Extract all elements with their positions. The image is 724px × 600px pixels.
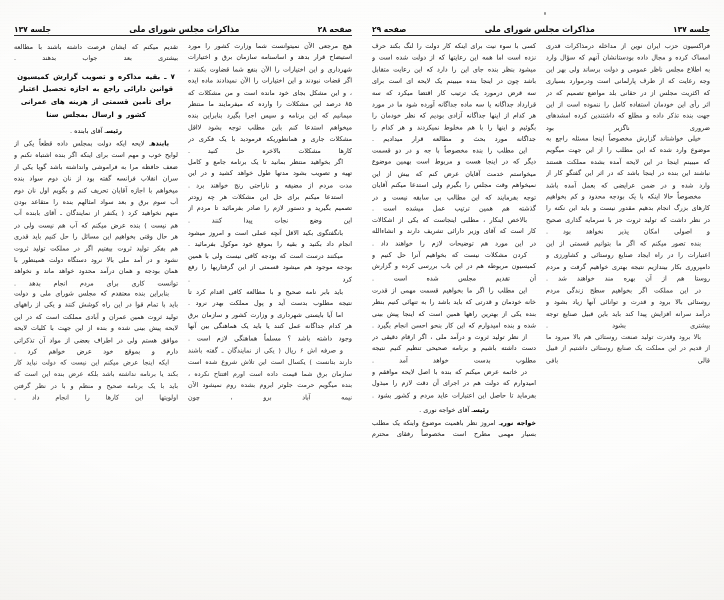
paragraph: بالا برود وقدرت تولید صنعت روستائی هم بالا میرود ما از قدیم در این مملکت یک صنایع روستائی داشتیم از قبیل قالی بافی <box>546 332 710 365</box>
session-number-left: جلسه ۱۳۷ <box>673 24 710 35</box>
column-right-outer <box>14 42 178 582</box>
paragraph: بانگفتگوی بکید الاقل آنچه عملی است و امروز میشود انجام داد بکنید و بقیه را بموقع خود موکول بفرمائید . <box>188 228 352 249</box>
paragraph: مخصوصاً حالا اینکه با یک بودجه محدود و کم بخواهیم کارهای بزرگ انجام بدهیم مقدور نیست و باید این نکته را در نظر داشت که تولید ثروت جز با سرمایه گذاری صحیح و اصولی امکان پذیر نخواهد بود . <box>546 192 710 236</box>
paragraph: در خاتمه عرض میکنم که بنده با اصل لایحه موافقم و امیدوارم که دولت هم در اجرای آن دقت لازم را مبذول بفرماید تا حاصل این اعتبارات عاید مردم و کشور بشود . <box>372 368 536 400</box>
speaker-utterance: ـ آقای خواجه نوری . <box>419 405 474 414</box>
speaker-name: خواجه نوری <box>500 418 536 427</box>
speaker-name: رئیس <box>106 127 122 136</box>
speaker-utterance: ـ آقای بابنده . <box>70 127 107 136</box>
paragraph: خیلی خواشتاند گزارش مخصوصاً اینجا مسئله راجع به موضوع وارد شده که این مطلب را از این جهت میگویم که میبینم اینجا در این لایحه آمده بشده مملکت هستند نباشند این بنده در اینجا باشد که در اثر این گفتگو کار از وارد شده و در ضمن عرایضی که بعمل آمده باشد <box>546 134 710 190</box>
paragraph: بنابراین بنده معتقدم که مجلس شورای ملی و دولت باید با تمام قوا در این راه کوشش کنند و یکی از راههای تولید ثروت همین عمران و آبادی مملکت است که در این لایحه پیش بینی شده و بنده از این جهت با کلیات لایحه موافق هستم ولی در اطراف بعضی از مواد آن تذکراتی دارم و بموقع خود عرض خواهم کرد . <box>14 289 178 356</box>
agenda-item-heading: ۷ ـ بقیه مذاکره و تصویب گزارش کمیسیون قوانین دارائی راجع به اجازه تحصیل اعتبار برای تأمین قسمتی از هزینه های عمرانی کشور و ارسال بمجلس سنا <box>17 72 175 119</box>
paragraph: این مطلب را بنده مخصوصاً با جه و در دو قسمت دیگر که در اینجا هست و مربوط است بهمین موضوع میخواستم خدمت آقایان عرض کنم که بیش از این نمیخواهم وقت مجلس را بگیرم ولی استدعا میکنم آقایان توجه بفرمایند که این مطالب بی سابقه نیست و در گذشته هم همین ترتیب عمل میشده است . <box>372 145 536 213</box>
publication-title-right: مذاکرات مجلس شورای ملی <box>129 24 240 35</box>
paragraph: بالاخص اینکار ، مطلبی اینجاست که یکی از اشکالات کار است که آقای وزیر دارائی تشریف دارند و انشاءالله در این مورد هم توضیحات لازم را خواهند داد . <box>372 215 536 248</box>
publication-title-left: مذاکرات مجلس شورای ملی <box>484 24 595 35</box>
speech-text: ـ امروز نظر باهمیت موضوع وابنکه یک مطلب بسیار مهمی مطرح است مخصوصاً رفقای محترم <box>372 418 536 439</box>
running-head-left <box>372 18 710 34</box>
paragraph: تقدیم میکنم که ایشان فرصت داشته باشند با مطالعه بیشتری بعد جواب بدهند . <box>14 42 178 63</box>
paragraph: باید بابر نامه صحیح و با مطالعه کافی اقدام کرد تا نتیجه مطلوب بدست آید و پول مملکت بهدر نرود . <box>188 287 352 308</box>
page-number-left: صفحه ۲۹ <box>372 24 407 35</box>
speech-paragraph <box>372 418 536 441</box>
header-rule-right <box>14 35 352 36</box>
paragraph: از نظر تولید ثروت و درآمد ملی ، اگر ارقام دقیقی در دست داشته باشیم و برنامه صحیحی تنظیم کنیم نتیجه مطلوب بدست خواهد آمد . <box>372 332 536 365</box>
speaker-line <box>14 126 178 137</box>
speaker-name: بابنده <box>151 139 169 148</box>
speaker-line <box>372 405 536 416</box>
paragraph: این مطلب را اگر ما بخواهیم قسمت مهمی از قدرت خانه خودمان و قدرتی که باید باشد را به تنهائی کنیم بنظر بنده یکی از بهترین راهها همین است که اینجا پیش بینی شده و بنده امیدوارم که این کار بنحو احسن انجام بگیرد . <box>372 286 536 330</box>
columns-right <box>14 42 352 582</box>
paragraph: و صرفه اش ۶ ریال ( یکی از نمایندگان ـ گفته باشند دارند بتانست ) یکسال است این تلاش شروع شده است سازمان برق شما قیمت داده است اورم افتتاح نکرده ، بنده میگویم حرمت جلوتر ابروم بشده روم نمیشود الآن نیمه آباد برو ، چون <box>188 346 352 401</box>
paragraph: در این مملکت اگر بخواهیم سطح زندگی مردم روستائی بالا برود و قدرت و توانائی آنها زیاد بشود و درآمد سرانه افزایش پیدا کند باید باین قبیل صنایع توجه بیشتری بشود . <box>546 286 710 330</box>
paragraph: ایکه اینجا عرض میکنم این نیست که دولت نباید کار بکند یا برنامه نداشته باشد بلکه عرض بنده این است که باید با یک برنامه صحیح و منظم و با در نظر گرفتن اولویتها این کارها را انجام داد . <box>14 358 178 402</box>
paragraph: بنده تصور میکنم که اگر ما بتوانیم قسمتی از این اعتبارات را در راه ایجاد صنایع روستائی و کشاورزی و دامپروری بکار بیندازیم نتیجه بهتری خواهیم گرفت و مردم روستا هم از آن بهره مند خواهند شد . <box>546 239 710 283</box>
paragraph: کسی با سوء نیت برای اینکه کار دولت را لنگ بکند حرف نزده است اما همه این رعایتها که از دولت شده است و میشود بنظر بنده جای این را دارد که این رعایت متقابل باشد چون در اینجا بنده میبینم یک لایحه ای است برای سه قرض درمورد یک ترتیب کار اقتضا میکرد که سه قرارداد جداگانه یا سه ماده جداگانه آورده شود ما در مورد هر کدام از اینها جداگانه آزادی بودیم که نظر خودمان را بگوئیم و اینها را با هم مخلوط نمیکردند و هر کدام را جداگانه مورد بحث و مطالعه قرار میدادیم . <box>372 42 536 144</box>
page-left <box>362 0 724 600</box>
scan-speck <box>544 12 546 15</box>
paragraph: میکنند درست است که بودجه کافی نیست ولی با همین بودجه موجود هم میشود قسمتی از این گرفتاریها را رفع کرد . <box>188 251 352 284</box>
paragraph: اما آیا بایستی شهرداری و وزارت کشور و سازمان برق هر کدام جداگانه عمل کنند یا باید یک هماهنگی بین آنها وجود داشته باشد ؟ مسلماً هماهنگی لازم است . <box>188 311 352 343</box>
column-left-outer <box>546 42 710 582</box>
header-rule-left <box>372 35 710 36</box>
paragraph: استدعا میکنم برای حل این مشکلات هر چه زودتر تصمیم بگیرید و دستور لازم را صادر بفرمائید تا مردم از این وضع نجات پیدا کنند . <box>188 192 352 225</box>
paragraph: کردن مشکلات نیست که بخواهیم آنرا حل کنیم و کمیسیون مربوطه هم در این باب بررسی کرده و گزارش آن تقدیم مجلس شده است . <box>372 250 536 283</box>
column-left-inner <box>372 42 536 582</box>
running-head-right <box>14 18 352 34</box>
paragraph: اگر بخواهید منتظر بمانید تا یک برنامه جامع و کامل تهیه و تصویب بشود مدتها طول خواهد کشید و در این مدت مردم از مضیقه و ناراحتی رنج خواهند برد . <box>188 157 352 190</box>
paragraph: فراکسیون حزب ایران نوین از مداخله درمذاکرات قدری امساک کرده و مجال داده بودستانشان آنهم که سؤال وارد به اطلاع مجلس ناظر عمومی و دولت برساند ولی بهر این وجه رعایت که از طرف پارلمانی است ودرموارد بسیاری که اکثریت مجلس از در حقانی بلد مواضع تصمیم که در اثر رأی این خودمان استفاده کامل را ننموده است از این جهت بنده تذکر داده و مطلع که داشتندین کرده امشدهای ضروری ناگزیر بود <box>546 42 710 132</box>
columns-left <box>372 42 710 582</box>
speech-text: ـ لایحه ایکه دولت بمجلس داده قطعاً یکی از لوایح خوب و مهم است برای اینکه اگر بنده اشتباه نکنم و ضعف حافظه مرا به فراموشی وانداشته باشد گویا یکی از سران انقلاب فرانسه گفته بود از نان دوم سواد بنده میخواهم با اجازه آقایان تحریف کنم و بگویم اول نان دوم آب سوم برق و بعد سواد امثالهم بنده را متقاعد بودن متهم نخواهید کرد ( یکنفر از نمایندگان ـ آقای بابنده آب هم نیست ) بنده عرض میکنم که آب هم نیست ولی در هر حال وقتی بخواهیم این مسائل را حل کنیم باید قدری هم بفکر تولید ثروت بیفتیم اگر در مملکت تولید ثروت نشود و در آمد ملی بالا نرود دستگاه دولت همینطور با همان بودجه و همان درآمد محدود خواهد ماند و نخواهد توانست کاری برای مردم انجام بدهد . <box>14 139 178 287</box>
session-number-right: جلسه ۱۳۷ <box>14 24 51 35</box>
speaker-name: رئیس <box>473 405 489 414</box>
column-right-inner <box>188 42 352 582</box>
speech-paragraph <box>14 138 178 289</box>
page-number-right: صفحه ۲۸ <box>317 24 352 35</box>
paragraph: هیچ مرجعی الآن نمیتوانست شما وزارت کشور را مورد استیضاح قرار بدهد و اساسنامه سازمان برق و اختیارات شهرداری و این اختیارات را الآن بنفع شما قضاوت بکنند ، اگر قضات نبودند و این اختیارات را الآن نمیدادند ماده ایده ، و این مشکل بجای خود مانده است و من مشکلات که ۸۵ درصد این مشکلات را وارده که میفرمایند ما منتظر میمانیم که این برنامه و سپس اجرا بگیرد بنابراین بنده میخواهم استدعا کنم باین مطلب توجه بشود لااقل مشکلات جاری و همانطوریکه فرمودید با یک فکری در کارها مشکلات بالاخره حل کنید . <box>188 42 352 155</box>
